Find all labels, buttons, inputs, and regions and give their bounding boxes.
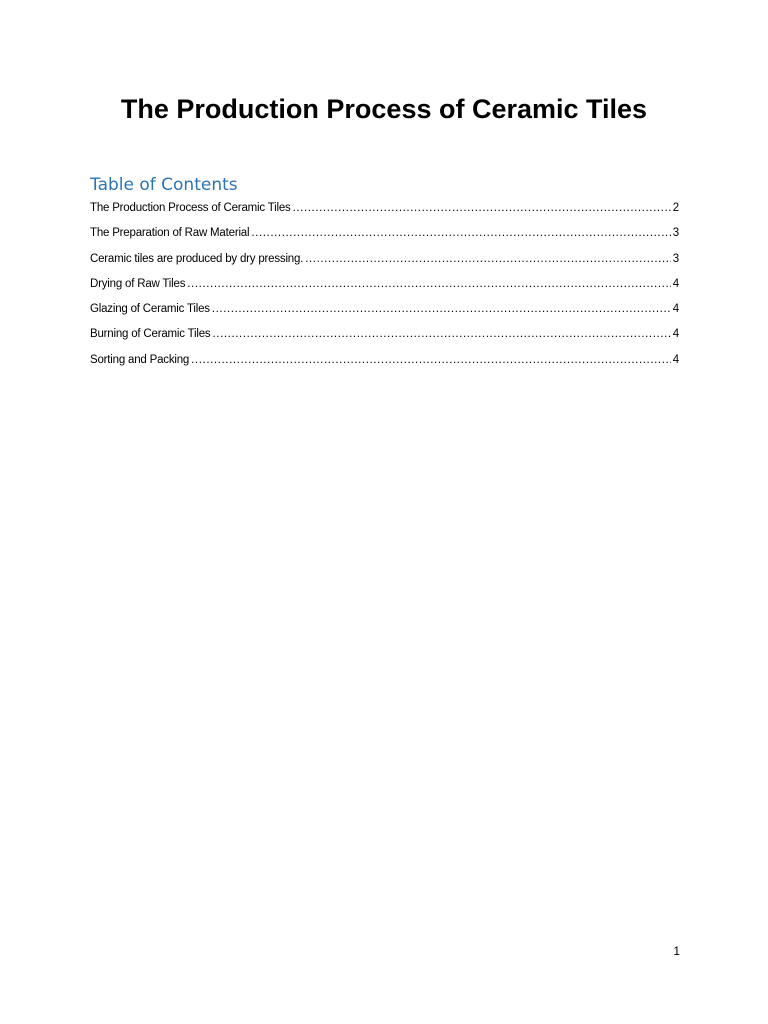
toc-entry-title: Drying of Raw Tiles: [90, 277, 186, 290]
toc-page-number: 2: [672, 202, 679, 214]
toc-dot-leader: [293, 198, 671, 218]
page-number: 1: [673, 944, 680, 958]
toc-dot-leader: [191, 350, 671, 370]
table-of-contents: [90, 198, 679, 375]
toc-entry[interactable]: [90, 249, 679, 274]
toc-page-number: 4: [672, 328, 679, 341]
document-title: The Production Process of Ceramic Tiles: [120, 94, 648, 124]
toc-entry-title: The Production Process of Ceramic Tiles: [90, 202, 291, 214]
toc-page-number: 4: [672, 353, 679, 366]
toc-dot-leader: [251, 223, 670, 243]
toc-entry-title: Burning of Ceramic Tiles: [90, 328, 211, 341]
toc-page-number: 4: [672, 277, 679, 290]
toc-entry[interactable]: [90, 198, 679, 223]
toc-dot-leader: [212, 324, 670, 344]
toc-entry[interactable]: [90, 299, 679, 324]
toc-dot-leader: [305, 249, 671, 269]
toc-page-number: 4: [672, 303, 679, 316]
toc-entry[interactable]: [90, 324, 679, 349]
toc-page-number: 3: [672, 252, 679, 265]
toc-page-number: 3: [672, 227, 679, 240]
toc-dot-leader: [212, 299, 671, 319]
toc-dot-leader: [187, 274, 671, 294]
toc-entry-title: Sorting and Packing: [90, 353, 190, 366]
toc-heading: Table of Contents: [90, 175, 238, 195]
toc-entry-title: Glazing of Ceramic Tiles: [90, 303, 210, 316]
toc-entry[interactable]: [90, 223, 679, 248]
toc-entry-title: Ceramic tiles are produced by dry pressing.: [90, 252, 304, 265]
toc-entry-title: The Preparation of Raw Material: [90, 227, 250, 240]
toc-entry[interactable]: [90, 350, 679, 375]
toc-entry[interactable]: [90, 274, 679, 299]
